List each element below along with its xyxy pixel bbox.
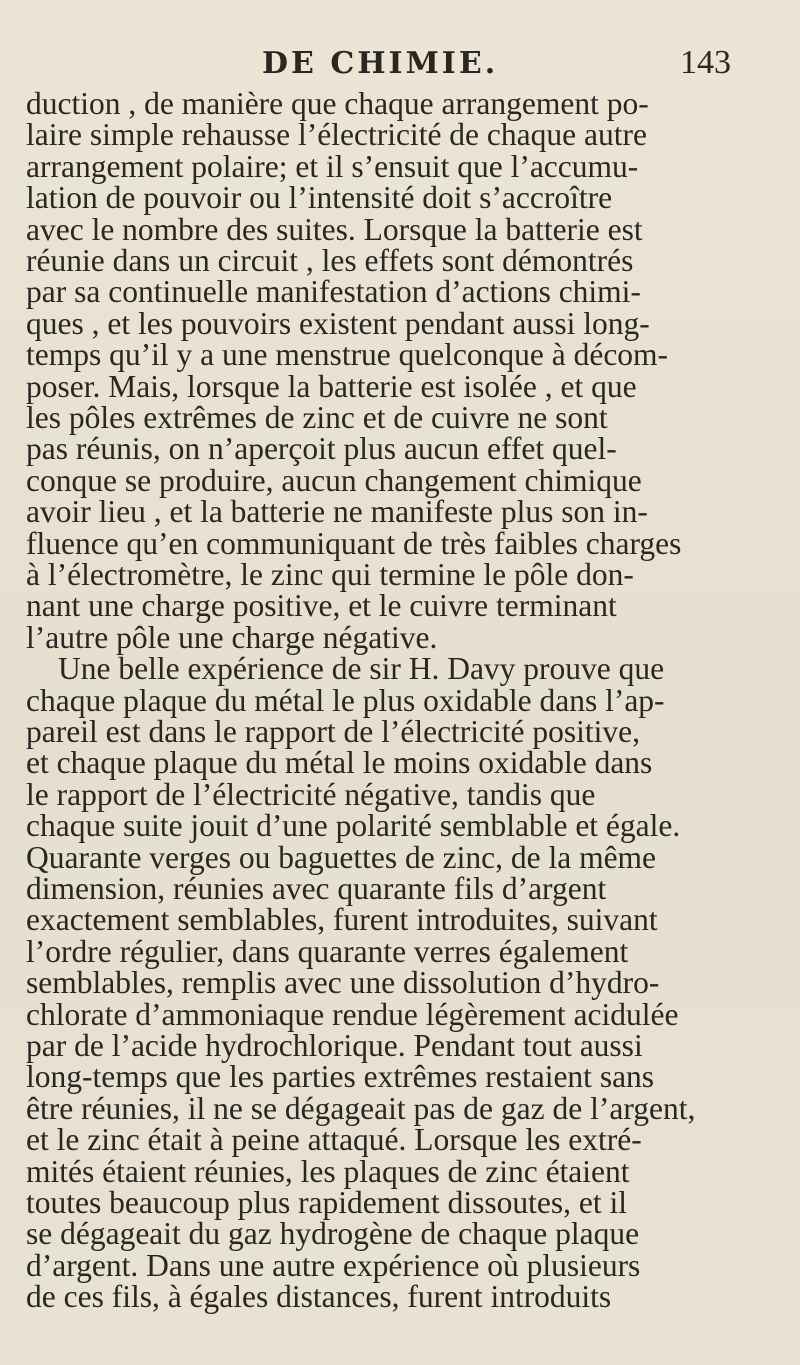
text-line: chaque suite jouit d’une polarité semblable et égale. (26, 808, 681, 844)
text-line: laire simple rehausse l’électricité de chaque autre (26, 117, 647, 153)
text-line: à l’électromètre, le zinc qui termine le pôle don- (26, 557, 634, 592)
text-line: être réunies, il ne se dégageait pas de gaz de l’argent, (26, 1090, 696, 1126)
text-line: réunie dans un circuit , les effets sont démontrés (26, 243, 634, 278)
text-line: conque se produire, aucun changement chimique (26, 462, 642, 498)
text-line: chaque plaque du métal le plus oxidable dans l’ap- (26, 682, 665, 718)
text-line: duction , de manière que chaque arrangement po- (26, 86, 649, 121)
text-line: le rapport de l’électricité négative, tandis que (26, 776, 596, 812)
text-line: exactement semblables, furent introduites, suivant (26, 902, 658, 938)
text-line: et le zinc était à peine attaqué. Lorsque les extré- (26, 1122, 642, 1158)
text-line: pas réunis, on n’aperçoit plus aucun effet quel- (26, 431, 617, 467)
text-line: long-temps que les parties extrêmes restaient sans (26, 1059, 655, 1095)
text-line: arrangement polaire; et il s’ensuit que l’accumu- (26, 148, 639, 184)
running-head: DE CHIMIE. (262, 46, 499, 81)
page-header (0, 22, 800, 81)
text-line: de ces fils, à égales distances, furent introduits (26, 1279, 612, 1315)
text-line: Quarante verges ou baguettes de zinc, de la même (26, 839, 657, 875)
text-line: mités étaient réunies, les plaques de zinc étaient (26, 1153, 630, 1189)
text-line: par sa continuelle manifestation d’actions chimi- (26, 274, 641, 310)
text-line: temps qu’il y a une menstrue quelconque à décom- (26, 337, 669, 373)
text-line: l’autre pôle une charge négative. (26, 619, 438, 655)
text-line: fluence qu’en communiquant de très faibles charges (26, 525, 682, 561)
text-line: les pôles extrêmes de zinc et de cuivre ne sont (26, 400, 608, 435)
text-line: avoir lieu , et la batterie ne manifeste plus son in- (26, 494, 648, 530)
text-line: par de l’acide hydrochlorique. Pendant tout aussi (26, 1028, 643, 1063)
text-line: poser. Mais, lorsque la batterie est isolée , et que (26, 368, 637, 404)
text-line: dimension, réunies avec quarante fils d’argent (26, 871, 607, 906)
text-line: et chaque plaque du métal le moins oxidable dans (26, 745, 653, 781)
text-line: avec le nombre des suites. Lorsque la batterie est (26, 211, 643, 247)
page-number: 143 (680, 44, 731, 81)
text-line: pareil est dans le rapport de l’électricité positive, (26, 714, 641, 749)
text-line: d’argent. Dans une autre expérience où plusieurs (26, 1247, 641, 1283)
text-line: toutes beaucoup plus rapidement dissoutes, et il (26, 1185, 628, 1220)
text-line: nant une charge positive, et le cuivre terminant (26, 588, 617, 624)
text-line: semblables, remplis avec une dissolution d’hydro- (26, 965, 660, 1001)
text-line: ques , et les pouvoirs existent pendant aussi long- (26, 305, 650, 341)
text-line: Une belle expérience de sir H. Davy prouve que (58, 651, 665, 687)
text-line: l’ordre régulier, dans quarante verres également (26, 933, 629, 969)
text-line: lation de pouvoir ou l’intensité doit s’accroître (26, 180, 613, 216)
text-line: se dégageait du gaz hydrogène de chaque plaque (26, 1216, 640, 1252)
text-line: chlorate d’ammoniaque rendue légèrement acidulée (26, 996, 679, 1032)
